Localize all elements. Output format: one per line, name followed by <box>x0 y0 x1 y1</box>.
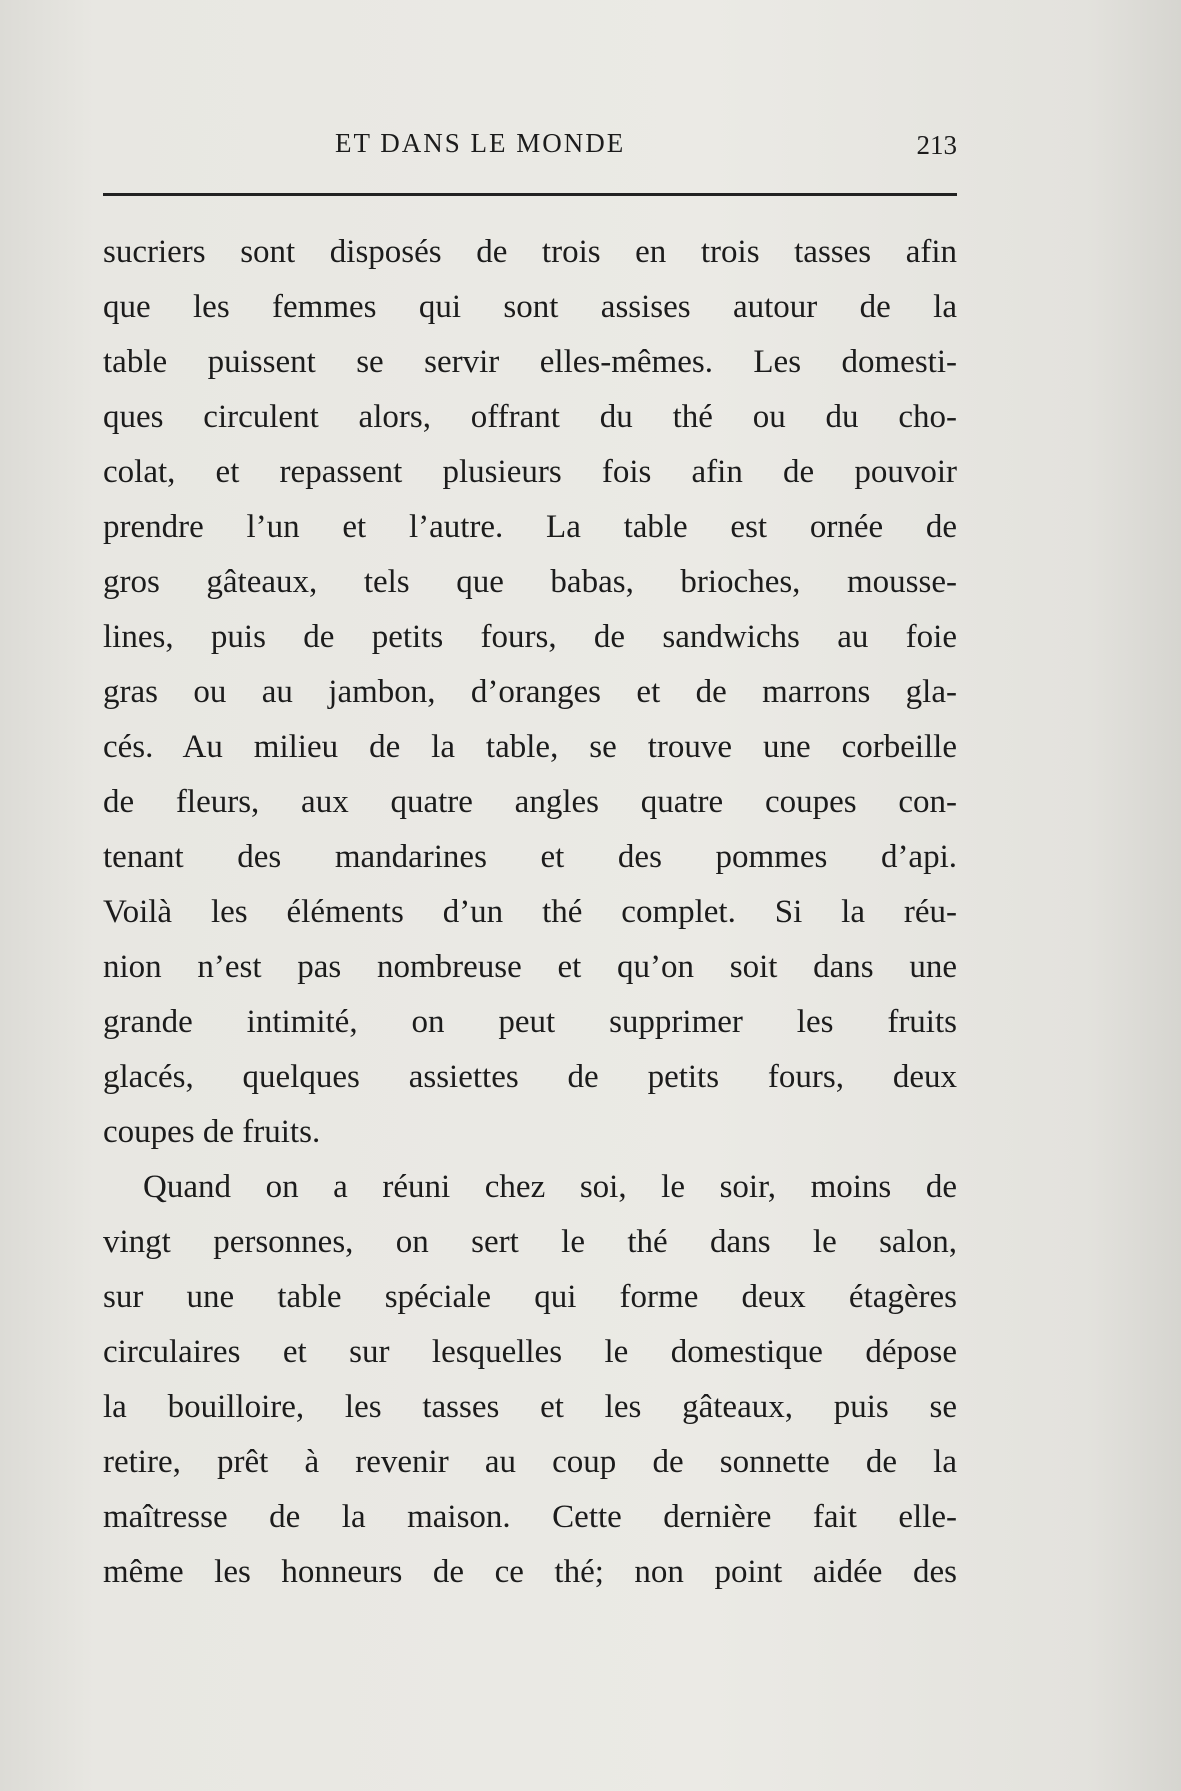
text-line: prendre l’un et l’autre. La table est ornée de <box>103 509 957 545</box>
text-line: lines, puis de petits fours, de sandwichs au foie <box>103 619 957 655</box>
running-title: ET DANS LE MONDE <box>335 128 626 158</box>
text-line: glacés, quelques assiettes de petits fours, deux <box>103 1059 957 1095</box>
text-line: maîtresse de la maison. Cette dernière fait elle- <box>103 1499 957 1535</box>
body-text <box>103 225 957 1600</box>
text-line: même les honneurs de ce thé; non point aidée des <box>103 1554 957 1590</box>
running-header <box>103 128 957 168</box>
page-number: 213 <box>916 130 957 160</box>
text-line: nion n’est pas nombreuse et qu’on soit dans une <box>103 949 957 985</box>
text-line: que les femmes qui sont assises autour de la <box>103 289 957 325</box>
text-line: vingt personnes, on sert le thé dans le salon, <box>103 1224 957 1260</box>
text-line: colat, et repassent plusieurs fois afin de pouvoir <box>103 454 957 490</box>
text-line: cés. Au milieu de la table, se trouve une corbeille <box>103 729 957 765</box>
text-line: coupes de fruits. <box>103 1114 321 1150</box>
text-line: sucriers sont disposés de trois en trois tasses afin <box>103 234 957 270</box>
text-line: retire, prêt à revenir au coup de sonnette de la <box>103 1444 957 1480</box>
text-line: grande intimité, on peut supprimer les fruits <box>103 1004 957 1040</box>
text-line: ques circulent alors, offrant du thé ou du cho- <box>103 399 957 435</box>
text-line: sur une table spéciale qui forme deux étagères <box>103 1279 957 1315</box>
text-line: de fleurs, aux quatre angles quatre coupes con- <box>103 784 957 820</box>
text-line: circulaires et sur lesquelles le domestique dépose <box>103 1334 957 1370</box>
text-line: Voilà les éléments d’un thé complet. Si la réu- <box>103 894 957 930</box>
text-line: la bouilloire, les tasses et les gâteaux, puis se <box>103 1389 957 1425</box>
text-line: table puissent se servir elles-mêmes. Les domesti- <box>103 344 957 380</box>
text-line: tenant des mandarines et des pommes d’api. <box>103 839 957 875</box>
paragraph-start-line: Quand on a réuni chez soi, le soir, moins de <box>143 1169 957 1205</box>
text-line: gras ou au jambon, d’oranges et de marrons gla- <box>103 674 957 710</box>
header-rule <box>103 193 957 196</box>
text-line: gros gâteaux, tels que babas, brioches, mousse- <box>103 564 957 600</box>
